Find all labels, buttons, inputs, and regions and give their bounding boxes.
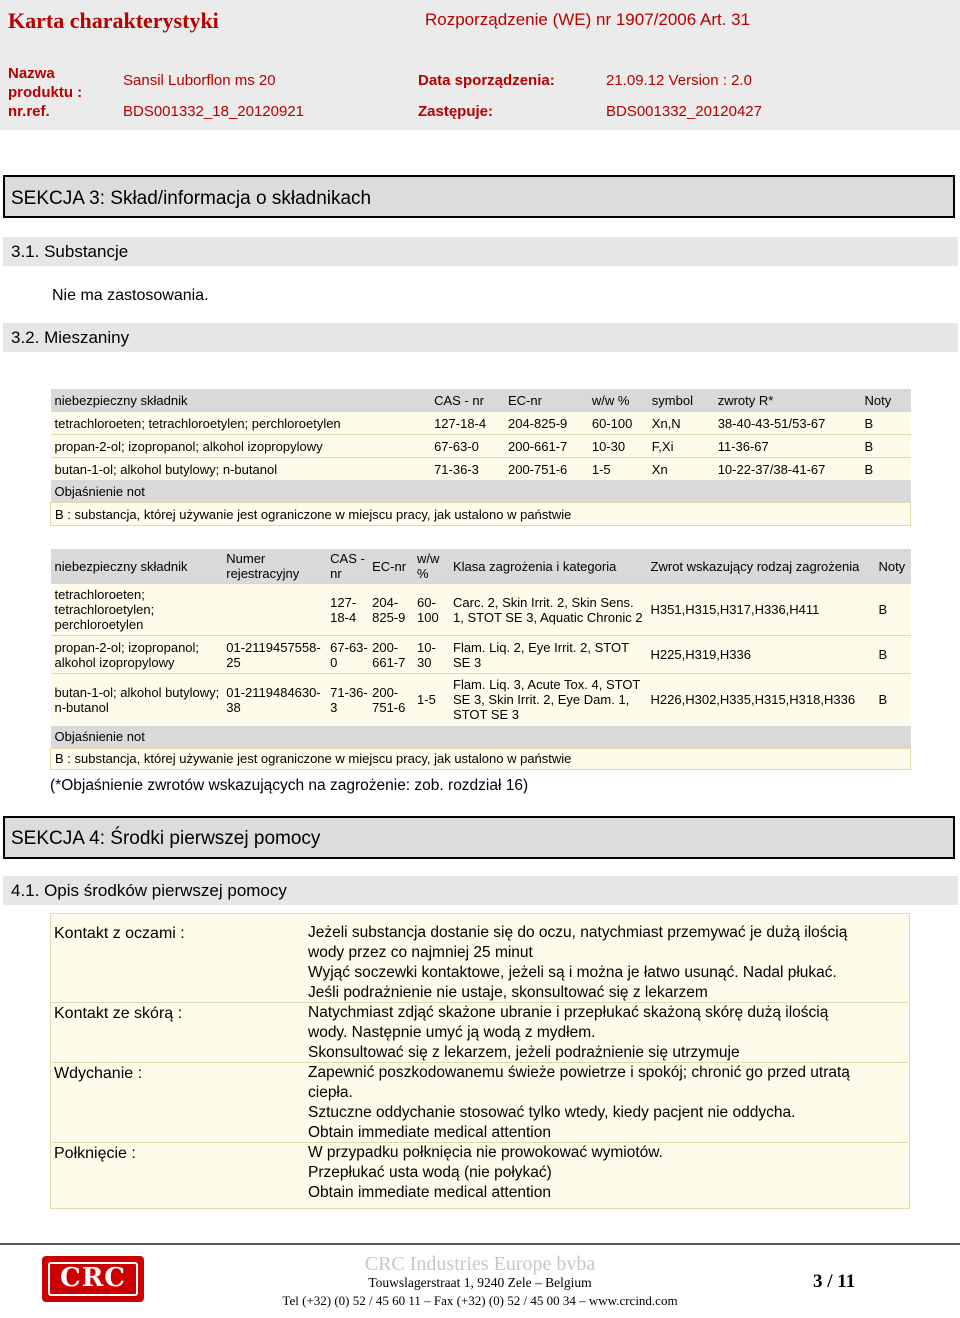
text-line: wody. Następnie umyć ją wodą z mydłem. <box>308 1024 596 1041</box>
notes-explanation-row <box>51 748 911 769</box>
column-header: Noty <box>874 549 910 584</box>
table-cell <box>222 584 326 636</box>
table-cell: B <box>874 636 910 674</box>
table-cell: 127-18-4 <box>326 584 368 636</box>
table-cell: B <box>874 584 910 636</box>
table-cell: 1-5 <box>588 458 648 481</box>
column-header: Noty <box>861 389 911 412</box>
table-row <box>51 412 911 435</box>
table-row <box>51 674 911 726</box>
inhalation-text <box>308 1063 850 1143</box>
subsection-3-1 <box>3 237 958 266</box>
table-row <box>51 435 911 458</box>
table-cell: propan-2-ol; izopropanol; alkohol izopropylowy <box>51 435 431 458</box>
table-cell: propan-2-ol; izopropanol; alkohol izopropylowy <box>51 636 223 674</box>
components-r-phrases-table <box>50 389 911 526</box>
column-header: zwroty R* <box>714 389 861 412</box>
column-header: Klasa zagrożenia i kategoria <box>449 549 647 584</box>
subsection-4-1 <box>3 876 958 905</box>
table-cell: 1-5 <box>413 674 449 726</box>
text-line: wody przez co najmniej 25 minut <box>308 944 533 961</box>
table-cell: 10-22-37/38-41-67 <box>714 458 861 481</box>
company-name: CRC Industries Europe bvba <box>364 1253 596 1275</box>
table-cell: B <box>874 674 910 726</box>
table-row <box>51 584 911 636</box>
table-cell: tetrachloroeten; tetrachloroetylen; perchloroetylen <box>51 412 431 435</box>
table-cell: B <box>861 412 911 435</box>
footer-divider <box>0 1243 960 1245</box>
table-cell: 200-661-7 <box>368 636 413 674</box>
text-line: Jeżeli substancja dostanie się do oczu, natychmiast przemywać je dużą ilością <box>308 924 848 941</box>
subsection-3-2 <box>3 323 958 352</box>
components-h-statements-table <box>50 549 911 770</box>
table-cell: 200-751-6 <box>368 674 413 726</box>
ingestion-text <box>308 1143 663 1203</box>
table-cell: B <box>861 458 911 481</box>
table-cell: 204-825-9 <box>368 584 413 636</box>
table-cell: F,Xi <box>648 435 714 458</box>
text-line: Zapewnić poszkodowanemu świeże powietrze i spokój; chronić go przed utratą <box>308 1064 850 1081</box>
column-header: Numer rejestracyjny <box>222 549 326 584</box>
notes-explanation-text: B : substancja, której używanie jest ograniczone w miejscu pracy, jak ustalono w państwie <box>51 503 911 526</box>
eye-contact-label: Kontakt z oczami : <box>54 925 185 942</box>
text-line: Obtain immediate medical attention <box>308 1184 551 1201</box>
inhalation-label: Wdychanie : <box>54 1065 143 1082</box>
table-cell: 60-100 <box>588 412 648 435</box>
regulation-reference: Rozporządzenie (WE) nr 1907/2006 Art. 31 <box>425 10 751 29</box>
logo-text: CRC <box>60 1263 126 1293</box>
table-cell: H225,H319,H336 <box>647 636 875 674</box>
table-cell: 67-63-0 <box>430 435 504 458</box>
text-line: Wyjąć soczewki kontaktowe, jeżeli są i można je łatwo usunąć. Nadal płukać. <box>308 964 837 981</box>
column-header: w/w % <box>588 389 648 412</box>
text-line: Przepłukać usta wodą (nie połykać) <box>308 1164 552 1181</box>
column-header: symbol <box>648 389 714 412</box>
skin-contact-text <box>308 1003 828 1063</box>
table-cell: tetrachloroeten; tetrachloroetylen; perchloroetylen <box>51 584 223 636</box>
table-cell: Flam. Liq. 3, Acute Tox. 4, STOT SE 3, Skin Irrit. 2, Eye Dam. 1, STOT SE 3 <box>449 674 647 726</box>
table-cell: H226,H302,H335,H315,H318,H336 <box>647 674 875 726</box>
table-cell: Carc. 2, Skin Irrit. 2, Skin Sens. 1, STOT SE 3, Aquatic Chronic 2 <box>449 584 647 636</box>
ref-label: nr.ref. <box>8 103 50 120</box>
table-cell: 200-661-7 <box>504 435 588 458</box>
company-address: Touwslagerstraat 1, 9240 Zele – Belgium <box>368 1275 592 1290</box>
notes-explanation-header <box>51 480 911 503</box>
product-name-label: Nazwa produktu : <box>8 65 83 101</box>
text-line: ciepła. <box>308 1084 353 1101</box>
subsection-3-2-title: 3.2. Mieszaniny <box>11 328 130 347</box>
text-line: Skonsultować się z lekarzem, jeżeli podrażnienie się utrzymuje <box>308 1044 740 1061</box>
table-cell: 60-100 <box>413 584 449 636</box>
column-header: w/w % <box>413 549 449 584</box>
product-name-value: Sansil Luborflon ms 20 <box>123 72 276 89</box>
page-number: 3 / 11 <box>813 1271 856 1292</box>
column-header: CAS - nr <box>430 389 504 412</box>
table-cell: 01-2119457558-25 <box>222 636 326 674</box>
column-header: Zwrot wskazujący rodzaj zagrożenia <box>647 549 875 584</box>
notes-explanation-label: Objaśnienie not <box>51 726 911 749</box>
date-value: 21.09.12 Version : 2.0 <box>606 72 752 89</box>
column-header: CAS - nr <box>326 549 368 584</box>
date-label: Data sporządzenia: <box>418 72 555 89</box>
table-cell: 67-63-0 <box>326 636 368 674</box>
substances-note: Nie ma zastosowania. <box>52 287 209 304</box>
subsection-3-1-title: 3.1. Substancje <box>11 242 129 261</box>
table-cell: 200-751-6 <box>504 458 588 481</box>
table-cell: 71-36-3 <box>430 458 504 481</box>
ingestion-label: Połknięcie : <box>54 1145 136 1162</box>
table-row <box>51 458 911 481</box>
text-line: Obtain immediate medical attention <box>308 1124 551 1141</box>
table-cell: 01-2119484630-38 <box>222 674 326 726</box>
text-line: Natychmiast zdjąć skażone ubranie i przepłukać skażoną skórę dużą ilością <box>308 1004 829 1021</box>
section-4-title: SEKCJA 4: Środki pierwszej pomocy <box>11 828 321 849</box>
table-cell: butan-1-ol; alkohol butylowy; n-butanol <box>51 674 223 726</box>
h-statements-footnote: (*Objaśnienie zwrotów wskazujących na zagrożenie: zob. rozdział 16) <box>50 777 529 794</box>
table-cell: 10-30 <box>588 435 648 458</box>
column-header: niebezpieczny składnik <box>51 389 431 412</box>
table-cell: 10-30 <box>413 636 449 674</box>
table-cell: 127-18-4 <box>430 412 504 435</box>
section-4-header <box>3 816 955 859</box>
table-cell: 38-40-43-51/53-67 <box>714 412 861 435</box>
table-cell: Flam. Liq. 2, Eye Irrit. 2, STOT SE 3 <box>449 636 647 674</box>
table-cell: Xn,N <box>648 412 714 435</box>
table-cell: 11-36-67 <box>714 435 861 458</box>
ref-value: BDS001332_18_20120921 <box>123 103 305 120</box>
table-cell: 204-825-9 <box>504 412 588 435</box>
column-header: niebezpieczny składnik <box>51 549 223 584</box>
notes-explanation-label: Objaśnienie not <box>51 480 911 503</box>
text-line: Sztuczne oddychanie stosować tylko wtedy, kiedy pacjent nie oddycha. <box>308 1104 796 1121</box>
column-header: EC-nr <box>504 389 588 412</box>
table-cell: butan-1-ol; alkohol butylowy; n-butanol <box>51 458 431 481</box>
eye-contact-text <box>308 923 847 1003</box>
company-contact: Tel (+32) (0) 52 / 45 60 11 – Fax (+32) (0) 52 / 45 00 34 – www.crcind.com <box>282 1293 678 1308</box>
column-header: EC-nr <box>368 549 413 584</box>
table-row <box>51 636 911 674</box>
skin-contact-label: Kontakt ze skórą : <box>54 1005 183 1022</box>
text-line: Jeśli podrażnienie nie ustaje, skonsultować się z lekarzem <box>308 984 708 1001</box>
notes-explanation-row <box>51 503 911 526</box>
replaces-label: Zastępuje: <box>418 103 494 120</box>
section-3-title: SEKCJA 3: Skład/informacja o składnikach <box>11 188 372 209</box>
table-cell: Xn <box>648 458 714 481</box>
replaces-value: BDS001332_20120427 <box>606 103 762 120</box>
notes-explanation-text: B : substancja, której używanie jest ograniczone w miejscu pracy, jak ustalono w państwie <box>51 748 911 769</box>
table-header-row <box>51 389 911 412</box>
table-cell: H351,H315,H317,H336,H411 <box>647 584 875 636</box>
table-cell: B <box>861 435 911 458</box>
subsection-4-1-title: 4.1. Opis środków pierwszej pomocy <box>11 881 287 900</box>
text-line: W przypadku połknięcia nie prowokować wymiotów. <box>308 1144 663 1161</box>
section-3-header <box>3 175 955 218</box>
document-title: Karta charakterystyki <box>8 8 219 33</box>
notes-explanation-header <box>51 726 911 749</box>
table-cell: 71-36-3 <box>326 674 368 726</box>
table-header-row <box>51 549 911 584</box>
